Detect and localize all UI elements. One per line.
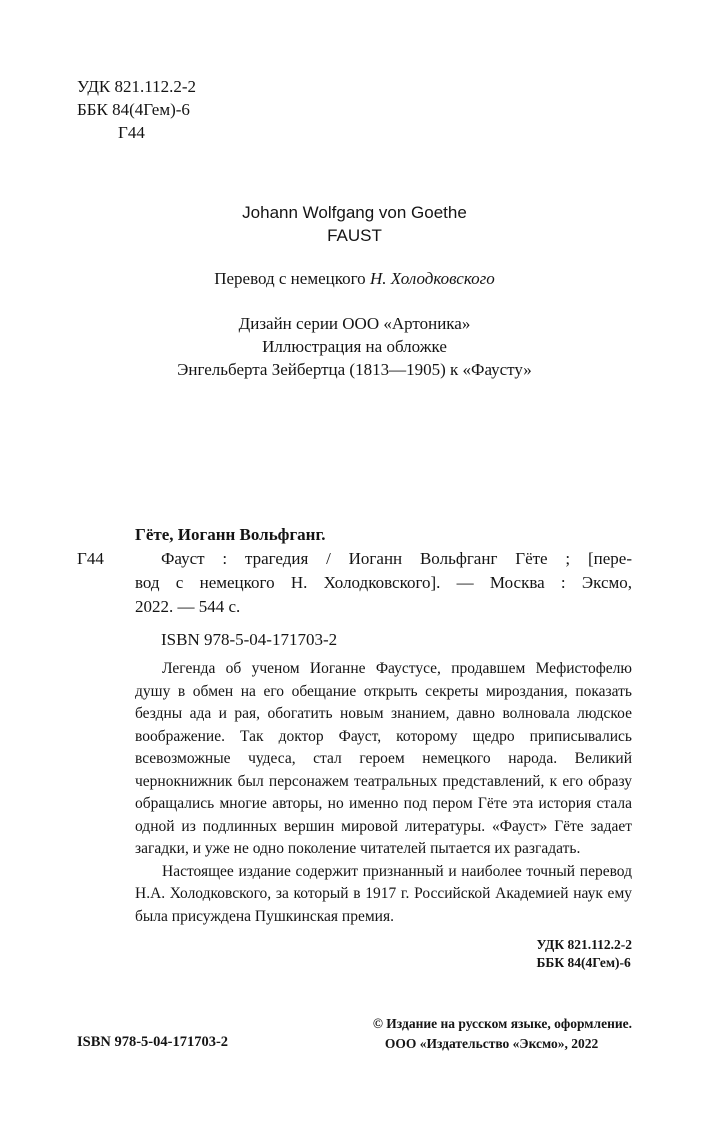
annotation-paragraph-2: Настоящее издание содержит признанный и наиболее точный перевод Н.А. Холодковского, за который в 1917 г. Российской Академией наук ему была присуждена Пушкинская премия.	[135, 862, 632, 925]
biblio-author-heading: Гёте, Иоганн Вольфганг.	[135, 525, 326, 544]
copyright-line-1: © Издание на русском языке, оформление.	[372, 1016, 632, 1031]
author-mark: Г44	[118, 123, 145, 142]
classification-udk: УДК 821.112.2-2	[536, 937, 632, 952]
biblio-line-1: Фауст : трагедия / Иоганн Вольфганг Гёте ; [пере-	[161, 549, 632, 568]
biblio-isbn: ISBN 978-5-04-171703-2	[161, 630, 338, 649]
bbk-code: ББК 84(4Гем)-6	[77, 100, 190, 119]
biblio-line-3: 2022. — 544 с.	[135, 597, 241, 616]
udk-code: УДК 821.112.2-2	[77, 77, 197, 96]
annotation-paragraph-1: Легенда об ученом Иоганне Фаустусе, продавшем Мефистофелю душу в обмен на его обещание открыть секреты мироздания, показать бездны ада и рая, обогатить новым знанием, давно волновала людское воображение. Так доктор Фауст, которому щедро приписывались всевозможные чудеса, стал героем немецкого народа. Великий чернокнижник был персонажем театральных представлений, к его образу обращались многие авторы, но именно под пером Гёте эта история стала одной из подлинных вершин мировой литературы. «Фауст» Гёте задает загадки, и уже не одно поколение читателей пытается их разгадать.	[135, 660, 632, 857]
illustration-credit: Энгельберта Зейбертца (1813—1905) к «Фаусту»	[177, 360, 532, 379]
biblio-line-2: вод с немецкого Н. Холодковского]. — Москва : Эксмо,	[135, 573, 632, 592]
copyright-line-2: ООО «Издательство «Эксмо», 2022	[384, 1036, 599, 1051]
original-author: Johann Wolfgang von Goethe	[242, 203, 467, 222]
classification-block	[537, 936, 633, 972]
illustration-label: Иллюстрация на обложке	[262, 337, 447, 356]
original-title: FAUST	[327, 226, 382, 245]
translation-credit	[0, 268, 709, 290]
biblio-mark: Г44	[77, 549, 104, 568]
footer-isbn: ISBN 978-5-04-171703-2	[77, 1034, 229, 1050]
translation-prefix: Перевод с немецкого	[214, 269, 370, 288]
annotation	[135, 658, 632, 928]
series-design-credit: Дизайн серии ООО «Артоника»	[238, 314, 471, 333]
translator-name: Н. Холодковского	[369, 269, 495, 288]
copyright-block	[373, 1015, 632, 1053]
classification-bbk: ББК 84(4Гем)-6	[536, 955, 631, 970]
